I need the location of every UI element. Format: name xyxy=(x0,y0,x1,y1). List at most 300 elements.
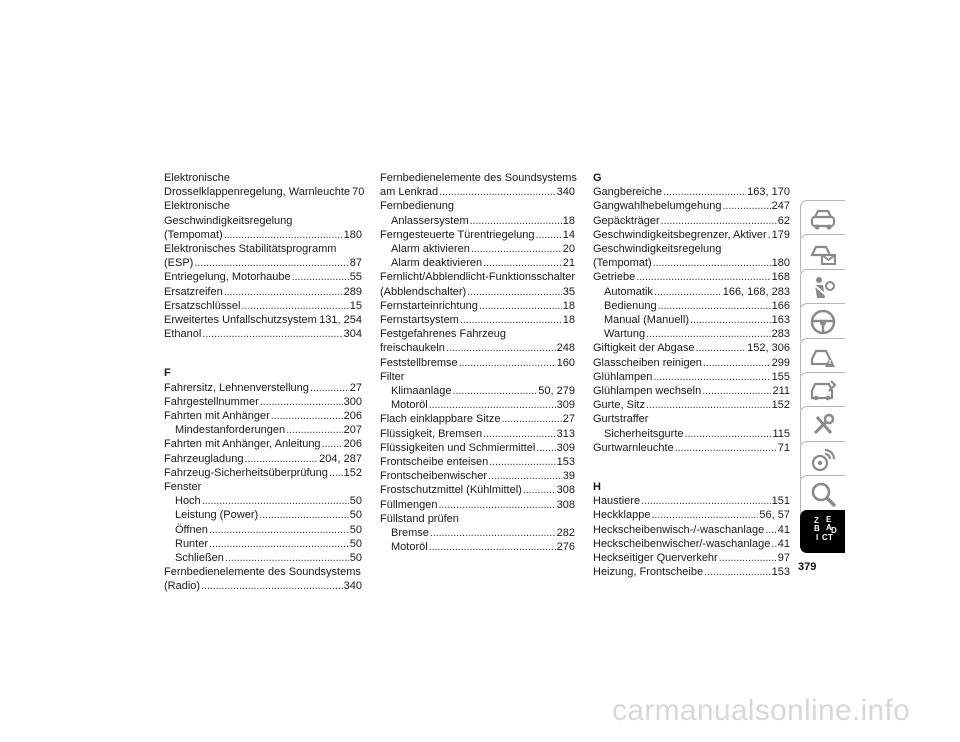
entry-term: Geschwindigkeitsbegrenzer, Aktiver xyxy=(593,228,767,241)
entry-term: Manual (Manuell) xyxy=(604,314,689,327)
entry-term: Fahrersitz, Lehnenverstellung xyxy=(164,381,309,394)
leader-dots xyxy=(271,409,343,423)
leader-dots xyxy=(467,285,562,299)
entry-term: Motoröl xyxy=(391,541,428,554)
car-dashboard-icon xyxy=(809,205,837,238)
entry-page-ref: 155 xyxy=(771,370,790,383)
entry-term: Hoch xyxy=(175,495,201,508)
index-subentry xyxy=(164,508,362,522)
index-subentry xyxy=(380,242,575,256)
leader-dots xyxy=(483,427,556,441)
leader-dots xyxy=(470,214,562,228)
index-subentry xyxy=(164,423,362,437)
entry-term: Ferngesteuerte Türentriegelung xyxy=(380,228,535,241)
car-envelope-icon xyxy=(809,239,837,272)
leader-dots xyxy=(224,285,343,299)
index-subentry xyxy=(164,551,362,565)
index-entry xyxy=(164,228,362,242)
leader-dots xyxy=(286,423,343,437)
index-entry xyxy=(164,395,362,409)
entry-term: Runter xyxy=(175,537,209,550)
index-heading-line: Fernlicht/Abblendlicht-Funktionsschalter xyxy=(380,271,576,284)
leader-dots xyxy=(654,285,722,299)
chapter-tab-strip xyxy=(800,200,846,544)
leader-dots xyxy=(489,455,555,469)
entry-page-ref: 309 xyxy=(556,399,575,412)
index-entry xyxy=(380,356,575,370)
index-entry xyxy=(593,270,790,284)
index-entry xyxy=(593,523,790,537)
entry-page-ref: 27 xyxy=(562,413,575,426)
index-heading-line: Elektronische xyxy=(164,172,231,184)
leader-dots xyxy=(241,299,348,313)
entry-page-ref: 70 xyxy=(352,186,365,199)
leader-dots xyxy=(768,228,771,242)
leader-dots xyxy=(719,551,777,565)
entry-page-ref: 168 xyxy=(771,271,790,284)
entry-term: Fahrten mit Anhänger xyxy=(164,410,270,423)
leader-dots xyxy=(663,185,746,199)
index-entry xyxy=(380,469,575,483)
index-entry xyxy=(164,437,362,451)
entry-page-ref: 163, 170 xyxy=(747,186,790,199)
entry-term: Haustiere xyxy=(593,495,641,508)
index-subentry xyxy=(593,427,790,441)
index-heading-line: Elektronische xyxy=(164,200,231,213)
leader-dots xyxy=(459,356,556,370)
entry-term: Mindestanforderungen xyxy=(175,424,286,437)
index-abc-icon xyxy=(809,515,837,548)
index-entry xyxy=(164,409,362,423)
leader-dots xyxy=(453,384,538,398)
index-heading-line: Elektronisches Stabilitätsprogramm xyxy=(164,243,337,256)
index-entry xyxy=(593,214,790,228)
entry-term: Fahrten mit Anhänger, Anleitung xyxy=(164,438,321,451)
index-entry xyxy=(380,185,575,199)
entry-page-ref: 50, 279 xyxy=(538,385,575,398)
leader-dots xyxy=(479,299,562,313)
leader-dots xyxy=(224,228,343,242)
entry-page-ref: 20 xyxy=(562,243,575,256)
entry-page-ref: 276 xyxy=(556,541,575,554)
entry-page-ref: 180 xyxy=(343,228,362,241)
entry-term: Ethanol xyxy=(164,328,202,341)
entry-page-ref: 87 xyxy=(349,257,362,270)
entry-page-ref: 21 xyxy=(562,257,575,270)
leader-dots xyxy=(696,341,747,355)
index-entry xyxy=(164,256,362,270)
entry-term: Motoröl xyxy=(391,399,428,412)
entry-page-ref: 152, 306 xyxy=(747,342,790,355)
index-subentry xyxy=(593,299,790,313)
leader-dots xyxy=(488,469,562,483)
entry-page-ref: 50 xyxy=(349,523,362,536)
wrench-tools-icon xyxy=(809,411,837,444)
leader-dots xyxy=(202,327,342,341)
entry-term: Heckseitiger Querverkehr xyxy=(593,552,718,565)
entry-term: Bremse xyxy=(391,527,429,540)
entry-page-ref: 160 xyxy=(556,356,575,369)
index-column-1 xyxy=(164,171,365,594)
entry-page-ref: 71 xyxy=(777,441,790,454)
leader-dots xyxy=(690,313,771,327)
index-letter: A xyxy=(826,522,832,532)
entry-term: Flach einklappbare Sitze xyxy=(380,413,501,426)
index-subentry xyxy=(380,540,575,554)
index-entry xyxy=(164,185,365,199)
index-heading-line: Geschwindigkeitsregelung xyxy=(164,214,293,227)
entry-page-ref: 15 xyxy=(349,299,362,312)
leader-dots xyxy=(446,341,556,355)
entry-term: Erweitertes Unfallschutzsystem xyxy=(164,314,317,327)
entry-term: Ersatzschlüssel xyxy=(164,299,241,312)
section-letter: H xyxy=(593,481,601,494)
entry-term: Leistung (Power) xyxy=(175,509,259,522)
leader-dots xyxy=(636,270,770,284)
index-entry xyxy=(380,228,575,242)
leader-dots xyxy=(651,508,758,522)
index-subentry xyxy=(164,494,362,508)
index-entry xyxy=(593,228,790,242)
leader-dots xyxy=(661,214,777,228)
index-entry xyxy=(164,466,362,480)
entry-term: Fahrzeugladung xyxy=(164,452,244,465)
index-heading-line: Fernbedienelemente des Soundsystems xyxy=(380,172,577,184)
index-entry xyxy=(380,412,575,426)
leader-dots xyxy=(194,256,348,270)
index-heading-line: Fernbedienung xyxy=(380,200,455,213)
index-entry xyxy=(380,427,575,441)
entry-page-ref: 163 xyxy=(771,314,790,327)
index-entry xyxy=(593,508,790,522)
entry-page-ref: 151 xyxy=(771,495,790,508)
entry-term: Drosselklappenregelung, Warnleuchte xyxy=(164,186,351,199)
index-column-3 xyxy=(593,171,790,579)
entry-page-ref: 204, 287 xyxy=(319,452,362,465)
entry-page-ref: 115 xyxy=(772,427,790,440)
entry-page-ref: 18 xyxy=(562,214,575,227)
index-entry xyxy=(164,299,362,313)
entry-page-ref: 166 xyxy=(771,299,790,312)
entry-term: Heckscheibenwischer/-waschanlage xyxy=(593,537,771,550)
section-letter: G xyxy=(593,172,602,184)
leader-dots xyxy=(501,412,561,426)
index-subentry xyxy=(164,537,362,551)
leader-dots xyxy=(202,494,349,508)
entry-page-ref: 153 xyxy=(771,566,790,579)
entry-page-ref: 304 xyxy=(343,328,362,341)
magnifier-icon xyxy=(809,480,837,513)
entry-term: Heizung, Frontscheibe xyxy=(593,566,704,579)
entry-term: Frostschutzmittel (Kühlmittel) xyxy=(380,484,522,497)
entry-term: Glasscheiben reinigen xyxy=(593,356,702,369)
entry-term: Glühlampen wechseln xyxy=(593,385,702,398)
entry-term: Alarm deaktivieren xyxy=(391,257,483,270)
entry-page-ref: 50 xyxy=(349,509,362,522)
seatbelt-airbag-icon xyxy=(809,274,837,307)
entry-term: Heckklappe xyxy=(593,509,651,522)
entry-page-ref: 50 xyxy=(349,552,362,565)
entry-term: (Abblendschalter) xyxy=(380,285,467,298)
entry-page-ref: 35 xyxy=(562,285,575,298)
steering-wheel-icon xyxy=(809,308,837,341)
entry-page-ref: 50 xyxy=(349,537,362,550)
entry-page-ref: 283 xyxy=(771,328,790,341)
index-letter: E xyxy=(826,514,832,524)
leader-dots xyxy=(310,381,349,395)
entry-page-ref: 313 xyxy=(556,427,575,440)
index-entry xyxy=(380,498,575,512)
entry-term: Gangwahlhebelumgehung xyxy=(593,200,722,213)
entry-page-ref: 248 xyxy=(556,342,575,355)
leader-dots xyxy=(438,498,555,512)
leader-dots xyxy=(329,466,343,480)
entry-term: Sicherheitsgurte xyxy=(604,427,684,440)
index-heading-line: Geschwindigkeitsregelung xyxy=(593,243,722,256)
entry-page-ref: 97 xyxy=(777,552,790,565)
leader-dots xyxy=(646,398,771,412)
index-entry xyxy=(164,285,362,299)
index-heading-line: Gurtstraffer xyxy=(593,413,649,426)
entry-term: Ersatzreifen xyxy=(164,285,223,298)
index-column-2 xyxy=(380,171,575,554)
entry-page-ref: 206 xyxy=(343,410,362,423)
index-subentry xyxy=(380,256,575,270)
entry-page-ref: 27 xyxy=(349,381,362,394)
leader-dots xyxy=(641,494,771,508)
entry-page-ref: 62 xyxy=(777,214,790,227)
leader-dots xyxy=(259,508,349,522)
entry-page-ref: 211 xyxy=(772,385,790,398)
index-subentry xyxy=(593,313,790,327)
watermark: carmanualsonline.info xyxy=(612,694,911,727)
leader-dots xyxy=(225,551,349,565)
index-entry xyxy=(593,185,790,199)
entry-term: Alarm aktivieren xyxy=(391,243,470,256)
entry-term: Klimaanlage xyxy=(391,385,452,398)
leader-dots xyxy=(536,228,562,242)
index-subentry xyxy=(593,327,790,341)
entry-term: Getriebe xyxy=(593,271,636,284)
entry-page-ref: 340 xyxy=(556,186,575,199)
index-heading-line: Festgefahrenes Fahrzeug xyxy=(380,328,506,341)
entry-term: Heckscheibenwisch-/-waschanlage xyxy=(593,523,765,536)
leader-dots xyxy=(704,565,771,579)
entry-page-ref: 206 xyxy=(343,438,362,451)
entry-page-ref: 180 xyxy=(771,257,790,270)
index-entry xyxy=(593,441,790,455)
entry-page-ref: 39 xyxy=(562,470,575,483)
entry-term: Frontscheibenwischer xyxy=(380,470,487,483)
leader-dots xyxy=(483,256,562,270)
chapter-tab[interactable] xyxy=(800,510,845,553)
index-entry xyxy=(593,565,790,579)
index-entry xyxy=(593,256,790,270)
entry-term: Fernstarteinrichtung xyxy=(380,299,478,312)
entry-term: Gepäckträger xyxy=(593,214,660,227)
entry-page-ref: 289 xyxy=(343,285,362,298)
leader-dots xyxy=(460,313,562,327)
index-letter: C xyxy=(822,532,828,542)
index-entry xyxy=(380,483,575,497)
section-gap xyxy=(164,341,362,354)
entry-term: Flüssigkeiten und Schmiermittel xyxy=(380,441,536,454)
leader-dots xyxy=(536,441,555,455)
entry-page-ref: 166, 168, 283 xyxy=(722,285,790,298)
leader-dots xyxy=(260,395,343,409)
index-entry xyxy=(593,398,790,412)
entry-term: (ESP) xyxy=(164,257,194,270)
index-subentry xyxy=(380,526,575,540)
entry-page-ref: 309 xyxy=(556,441,575,454)
hazard-warning-icon xyxy=(809,343,837,376)
leader-dots xyxy=(209,537,349,551)
entry-term: Fahrzeug-Sicherheitsüberprüfung xyxy=(164,466,328,479)
entry-page-ref: 247 xyxy=(771,200,790,213)
multimedia-icon xyxy=(809,446,837,479)
entry-term: Öffnen xyxy=(175,523,208,536)
index-heading-line: Filter xyxy=(380,370,405,383)
entry-term: Anlassersystem xyxy=(391,214,469,227)
entry-page-ref: 55 xyxy=(349,271,362,284)
index-entry xyxy=(593,370,790,384)
entry-page-ref: 131, 254 xyxy=(319,314,362,327)
entry-term: Gurtwarnleuchte xyxy=(593,441,674,454)
entry-page-ref: 179 xyxy=(771,228,790,241)
entry-term: Füllmengen xyxy=(380,498,438,511)
entry-page-ref: 56, 57 xyxy=(759,509,790,522)
entry-page-ref: 299 xyxy=(771,356,790,369)
leader-dots xyxy=(653,370,770,384)
entry-page-ref: 282 xyxy=(556,527,575,540)
index-letter: B xyxy=(814,523,820,533)
index-entry xyxy=(380,299,575,313)
index-letter: T xyxy=(828,532,833,542)
index-entry xyxy=(164,270,362,284)
leader-dots xyxy=(702,384,771,398)
leader-dots xyxy=(658,299,771,313)
entry-term: Fahrgestellnummer xyxy=(164,395,259,408)
leader-dots xyxy=(722,199,770,213)
entry-term: Gangbereiche xyxy=(593,186,663,199)
entry-term: Flüssigkeit, Bremsen xyxy=(380,427,483,440)
index-entry xyxy=(593,341,790,355)
index-entry xyxy=(380,455,575,469)
entry-term: (Radio) xyxy=(164,580,201,593)
index-subentry xyxy=(380,214,575,228)
leader-dots xyxy=(675,441,777,455)
index-heading-line: Füllstand prüfen xyxy=(380,512,459,525)
entry-term: Frontscheibe enteisen xyxy=(380,456,489,469)
leader-dots xyxy=(209,523,349,537)
entry-page-ref: 152 xyxy=(771,399,790,412)
leader-dots xyxy=(439,185,556,199)
leader-dots xyxy=(703,356,771,370)
entry-page-ref: 308 xyxy=(556,484,575,497)
index-subentry xyxy=(380,398,575,412)
leader-dots xyxy=(429,398,556,412)
entry-page-ref: 207 xyxy=(343,424,362,437)
index-subentry xyxy=(164,523,362,537)
leader-dots xyxy=(201,579,343,593)
index-entry xyxy=(380,441,575,455)
entry-page-ref: 152 xyxy=(343,466,362,479)
entry-term: freischaukeln xyxy=(380,342,445,355)
index-heading-line: Fenster xyxy=(164,481,202,494)
entry-page-ref: 18 xyxy=(562,299,575,312)
index-entry xyxy=(164,452,362,466)
leader-dots xyxy=(292,270,349,284)
entry-page-ref: 153 xyxy=(556,456,575,469)
index-entry xyxy=(164,313,362,327)
entry-term: Feststellbremse xyxy=(380,356,458,369)
entry-page-ref: 18 xyxy=(562,314,575,327)
entry-term: am Lenkrad xyxy=(380,186,439,199)
page-number: 379 xyxy=(798,561,817,573)
index-letter: Z xyxy=(814,515,819,525)
index-entry xyxy=(380,341,575,355)
entry-page-ref: 300 xyxy=(343,395,362,408)
index-entry xyxy=(593,537,790,551)
index-subentry xyxy=(380,384,575,398)
entry-term: Schließen xyxy=(175,552,224,565)
entry-term: Bedienung xyxy=(604,299,657,312)
entry-page-ref: 14 xyxy=(562,228,575,241)
entry-page-ref: 308 xyxy=(556,498,575,511)
index-entry xyxy=(380,285,575,299)
entry-term: Gurte, Sitz xyxy=(593,399,645,412)
leader-dots xyxy=(646,327,770,341)
entry-term: Entriegelung, Motorhaube xyxy=(164,271,291,284)
entry-page-ref: 41 xyxy=(777,537,790,550)
section-letter: F xyxy=(164,367,171,380)
entry-term: Wartung xyxy=(604,328,646,341)
entry-term: Giftigkeit der Abgase xyxy=(593,342,695,355)
entry-term: (Tempomat) xyxy=(593,257,652,270)
section-gap xyxy=(593,455,790,468)
index-subentry xyxy=(593,285,790,299)
leader-dots xyxy=(322,437,343,451)
index-entry xyxy=(593,384,790,398)
entry-term: Glühlampen xyxy=(593,370,653,383)
index-heading-line: Fernbedienelemente des Soundsystems xyxy=(164,566,361,579)
leader-dots xyxy=(429,540,556,554)
entry-page-ref: 340 xyxy=(343,580,362,593)
index-entry xyxy=(164,327,362,341)
leader-dots xyxy=(430,526,556,540)
index-entry xyxy=(164,381,362,395)
leader-dots xyxy=(771,537,776,551)
leader-dots xyxy=(765,523,777,537)
entry-term: (Tempomat) xyxy=(164,228,223,241)
index-entry xyxy=(380,313,575,327)
entry-page-ref: 41 xyxy=(777,523,790,536)
entry-page-ref: 50 xyxy=(349,495,362,508)
index-entry xyxy=(593,551,790,565)
entry-term: Automatik xyxy=(604,285,653,298)
leader-dots xyxy=(653,256,771,270)
leader-dots xyxy=(685,427,772,441)
leader-dots xyxy=(245,452,319,466)
index-letter: D xyxy=(831,525,837,535)
index-entry xyxy=(593,494,790,508)
leader-dots xyxy=(471,242,562,256)
index-entry xyxy=(593,356,790,370)
entry-term: Fernstartsystem xyxy=(380,314,459,327)
index-entry xyxy=(593,199,790,213)
leader-dots xyxy=(523,483,556,497)
car-service-icon xyxy=(809,377,837,410)
